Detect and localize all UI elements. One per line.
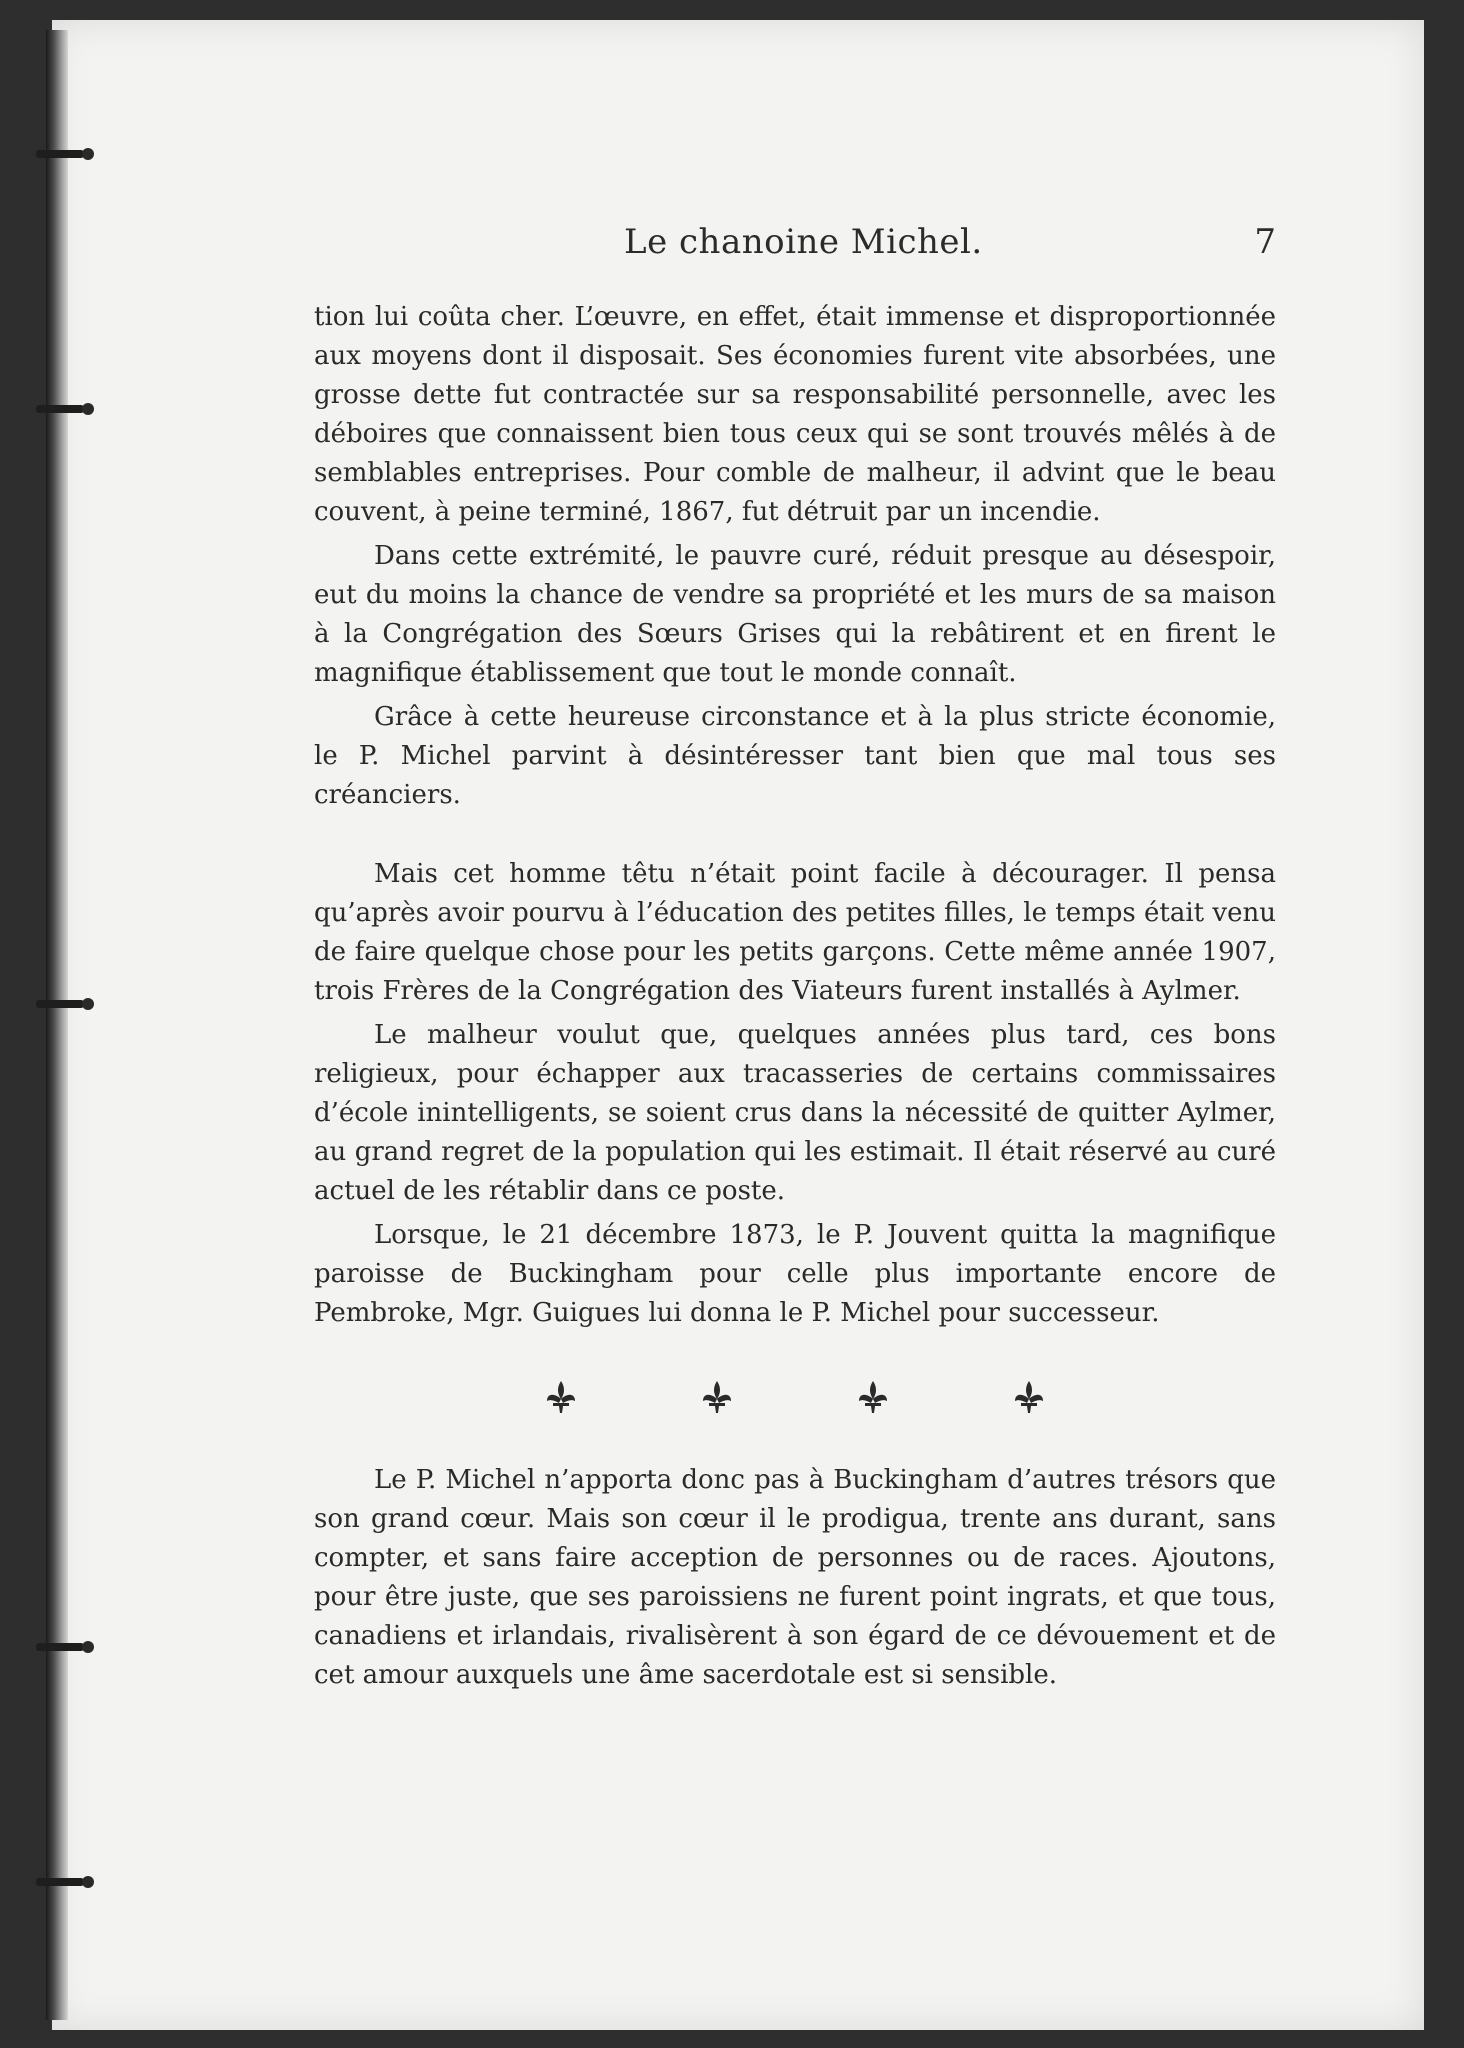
ornament-divider	[314, 1379, 1276, 1415]
binding-stitch	[36, 405, 84, 413]
paragraph-7: Le P. Michel n’apporta donc pas à Buckingham d’autres trésors que son grand cœur. Mais son cœur il le prodigua, trente ans durant, sans compter, et sans faire acception de personnes ou de races. Ajoutons, pour être juste, que ses paroissiens ne furent point ingrats, et que tous, canadiens et irlandais, rivalisèrent à son égard de ce dévouement et de cet amour auxquels une âme sacerdotale est si sensible.	[314, 1465, 1276, 1690]
fleur-de-lis-icon	[699, 1379, 735, 1415]
fleur-de-lis-icon	[855, 1379, 891, 1415]
paragraph-3: Grâce à cette heureuse circonstance et à la plus stricte économie, le P. Michel parvint à désintéresser tant bien que mal tous ses créanciers.	[314, 702, 1276, 810]
page-number: 7	[1254, 222, 1276, 262]
fleur-de-lis-icon	[543, 1379, 579, 1415]
running-title: Le chanoine Michel.	[624, 222, 983, 262]
book-binding-edge	[46, 30, 68, 2020]
paper-sheet	[52, 20, 1424, 2030]
paragraph-1: tion lui coûta cher. L’œuvre, en effet, était immense et disproportionnée aux moyens dont il disposait. Ses économies furent vite absorbées, une grosse dette fut contractée sur sa responsabilité personnelle, avec les déboires que connaissent bien tous ceux qui se sont trouvés mêlés à de semblables entreprises. Pour comble de malheur, il advint que le beau couvent, à peine terminé, 1867, fut détruit par un incendie.	[314, 302, 1276, 527]
fleur-de-lis-icon	[1011, 1379, 1047, 1415]
body-text	[314, 298, 1276, 1695]
running-head	[314, 222, 1276, 272]
paragraph-5: Le malheur voulut que, quelques années plus tard, ces bons religieux, pour échapper aux tracasseries de certains commissaires d’école inintelligents, se soient crus dans la nécessité de quitter Aylmer, au grand regret de la population qui les estimait. Il était réservé au curé actuel de les rétablir dans ce poste.	[314, 1020, 1276, 1206]
paragraph-4: Mais cet homme têtu n’était point facile à décourager. Il pensa qu’après avoir pourvu à l’éducation des petites filles, le temps était venu de faire quelque chose pour les petits garçons. Cette même année 1907, trois Frères de la Congrégation des Viateurs furent installés à Aylmer.	[314, 859, 1276, 1006]
binding-stitch	[36, 1643, 84, 1651]
paragraph-2: Dans cette extrémité, le pauvre curé, réduit presque au désespoir, eut du moins la chance de vendre sa propriété et les murs de sa maison à la Congrégation des Sœurs Grises qui la rebâtirent et en firent le magnifique établissement que tout le monde connaît.	[314, 541, 1276, 688]
binding-stitch	[36, 150, 84, 158]
paragraph-6: Lorsque, le 21 décembre 1873, le P. Jouvent quitta la magnifique paroisse de Buckingham pour celle plus importante encore de Pembroke, Mgr. Guigues lui donna le P. Michel pour successeur.	[314, 1220, 1276, 1328]
binding-stitch	[36, 1000, 84, 1008]
binding-stitch	[36, 1878, 84, 1886]
